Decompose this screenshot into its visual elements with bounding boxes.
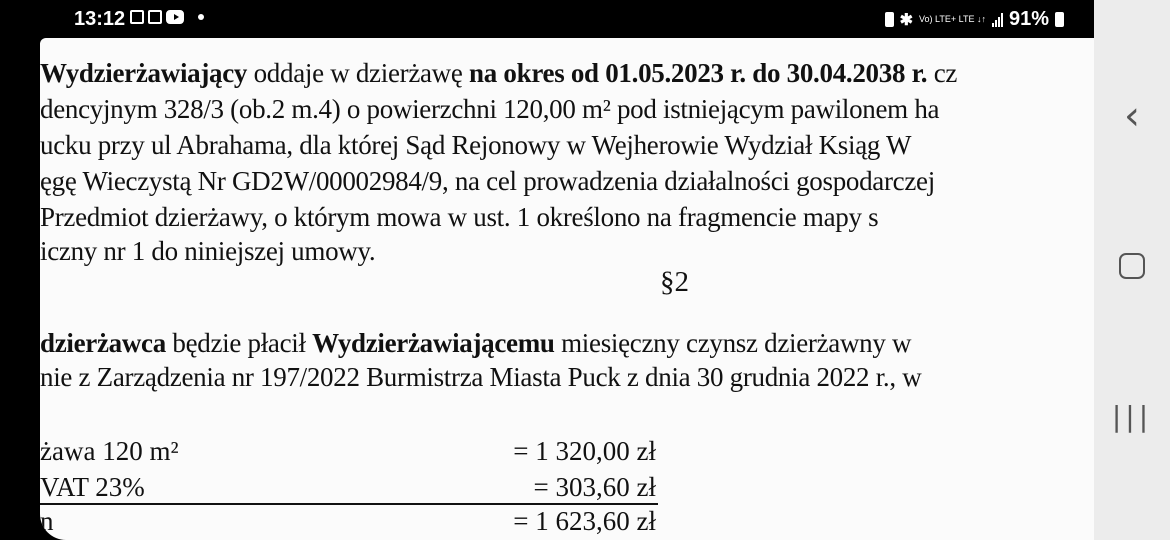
text-span: cz <box>927 58 958 88</box>
paragraph1-line3: ucku przy ul Abrahama, dla której Sąd Rejonowy w Wejherowie Wydział Ksiąg W <box>40 130 912 160</box>
sum-divider <box>40 503 658 505</box>
youtube-icon <box>166 10 184 24</box>
party-name: Wydzierżawiający <box>40 58 248 88</box>
gallery-icon <box>130 10 144 24</box>
bluetooth-icon: ✱ <box>899 11 914 29</box>
document-viewer[interactable] <box>40 38 1094 540</box>
status-bar <box>0 0 1094 38</box>
status-time: 13:12 <box>74 8 126 30</box>
chevron-left-icon: ‹ <box>1124 93 1140 139</box>
battery-saver-icon <box>885 12 894 27</box>
notification-icons <box>130 10 204 24</box>
calc-value: = 1 320,00 zł <box>513 436 656 466</box>
paragraph1-line2: dencyjnym 328/3 (ob.2 m.4) o powierzchni 120,00 m² pod istniejącym pawilonem ha <box>40 94 940 124</box>
calc-label: n <box>40 506 54 536</box>
text-span: będzie płacił <box>165 328 313 358</box>
party-name: dzierżawca <box>40 328 166 358</box>
text-span: miesięczny czynsz dzierżawny w <box>554 328 912 358</box>
battery-icon <box>1055 12 1064 27</box>
calc-label: żawa 120 m² <box>40 436 179 466</box>
status-right <box>885 8 1064 31</box>
paragraph1-line4: ęgę Wieczystą Nr GD2W/00002984/9, na cel prowadzenia działalności gospodarczej <box>40 166 935 196</box>
more-notifications-icon <box>198 14 204 20</box>
paragraph1-line6: iczny nr 1 do niniejszej umowy. <box>40 236 376 266</box>
recent-apps-button[interactable] <box>1094 386 1170 446</box>
battery-percent: 91% <box>1008 8 1049 30</box>
calc-value: = 1 623,60 zł <box>513 506 656 536</box>
recent-apps-icon: ||| <box>1111 399 1153 433</box>
paragraph2-line2: nie z Zarządzenia nr 197/2022 Burmistrza Miasta Puck z dnia 30 grudnia 2022 r., w <box>40 362 922 392</box>
section-heading: §2 <box>660 266 689 298</box>
calc-label: VAT 23% <box>40 472 145 502</box>
paragraph1-line1 <box>40 58 957 89</box>
navigation-bar <box>1094 0 1170 540</box>
calc-value: = 303,60 zł <box>533 472 656 502</box>
paragraph1-line5: Przedmiot dzierżawy, o którym mowa w ust. 1 określono na fragmencie mapy s <box>40 202 879 232</box>
text-span: oddaje w dzierżawę <box>247 58 470 88</box>
back-button[interactable] <box>1094 86 1170 146</box>
party-name: Wydzierżawiającemu <box>312 328 555 358</box>
calendar-icon <box>148 10 162 24</box>
paragraph2-line1 <box>40 328 911 359</box>
signal-icon <box>992 13 1003 27</box>
home-button[interactable] <box>1094 236 1170 296</box>
network-label: Vo) LTE+ LTE ↓↑ <box>919 14 986 24</box>
lease-period: na okres od 01.05.2023 r. do 30.04.2038 r. <box>469 58 928 88</box>
home-icon <box>1119 253 1145 279</box>
